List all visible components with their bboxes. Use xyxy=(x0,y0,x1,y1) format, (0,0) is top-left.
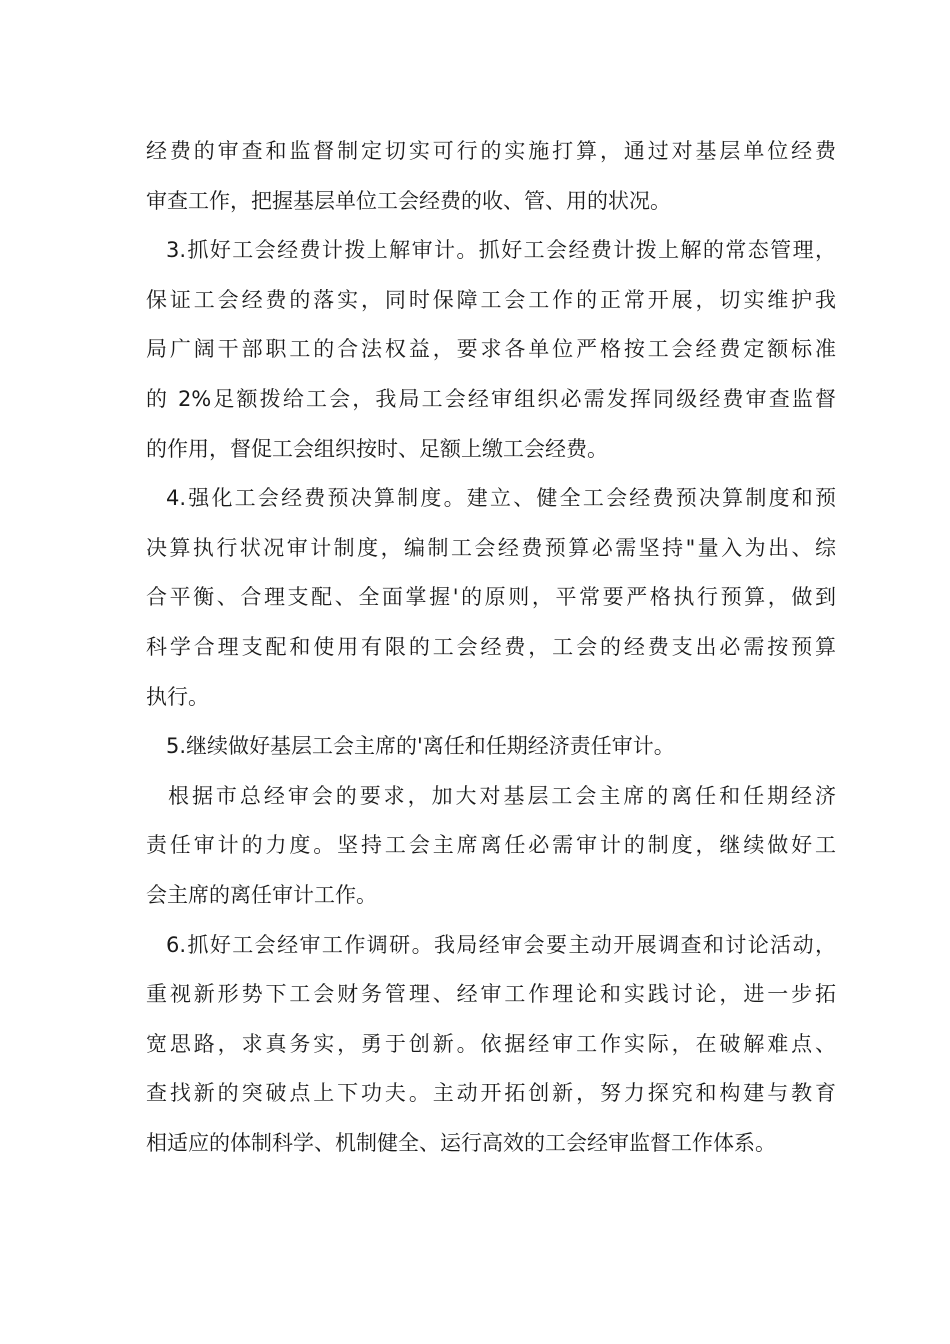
text-line: 5.继续做好基层工会主席的'离任和任期经济责任审计。 xyxy=(166,734,675,759)
text-line: 局广阔干部职工的合法权益，要求各单位严格按工会经费定额标准 xyxy=(146,337,836,362)
document-body xyxy=(146,127,836,1168)
text-line: 根据市总经审会的要求，加大对基层工会主席的离任和任期经济 xyxy=(168,783,836,808)
text-line: 3.抓好工会经费计拨上解审计。抓好工会经费计拨上解的常态管理， xyxy=(166,238,836,263)
text-line: 责任审计的力度。坚持工会主席离任必需审计的制度，继续做好工 xyxy=(146,833,836,858)
text-line: 相适应的体制科学、机制健全、运行高效的工会经审监督工作体系。 xyxy=(146,1130,776,1155)
text-line: 的 2%足额拨给工会，我局工会经审组织必需发挥同级经费审查监督 xyxy=(146,386,836,411)
text-line: 科学合理支配和使用有限的工会经费，工会的经费支出必需按预算 xyxy=(146,634,836,659)
text-line: 查找新的突破点上下功夫。主动开拓创新，努力探究和构建与教育 xyxy=(146,1081,836,1106)
text-line: 的作用，督促工会组织按时、足额上缴工会经费。 xyxy=(146,436,608,461)
text-line: 经费的审查和监督制定切实可行的实施打算，通过对基层单位经费 xyxy=(146,139,836,163)
text-line: 6.抓好工会经审工作调研。我局经审会要主动开展调查和讨论活动， xyxy=(166,932,836,957)
text-line: 审查工作，把握基层单位工会经费的收、管、用的状况。 xyxy=(146,188,671,213)
text-line: 重视新形势下工会财务管理、经审工作理论和实践讨论，进一步拓 xyxy=(146,982,836,1007)
text-line: 执行。 xyxy=(146,684,209,709)
text-line: 宽思路，求真务实，勇于创新。依据经审工作实际，在破解难点、 xyxy=(146,1031,836,1056)
text-line: 4.强化工会经费预决算制度。建立、健全工会经费预决算制度和预 xyxy=(166,486,836,511)
text-line: 会主席的离任审计工作。 xyxy=(146,882,377,907)
text-line: 决算执行状况审计制度，编制工会经费预算必需坚持"量入为出、综 xyxy=(146,535,836,560)
text-line: 保证工会经费的落实，同时保障工会工作的正常开展，切实维护我 xyxy=(146,287,836,312)
text-line: 合平衡、合理支配、全面掌握'的原则，平常要严格执行预算，做到 xyxy=(146,585,836,610)
